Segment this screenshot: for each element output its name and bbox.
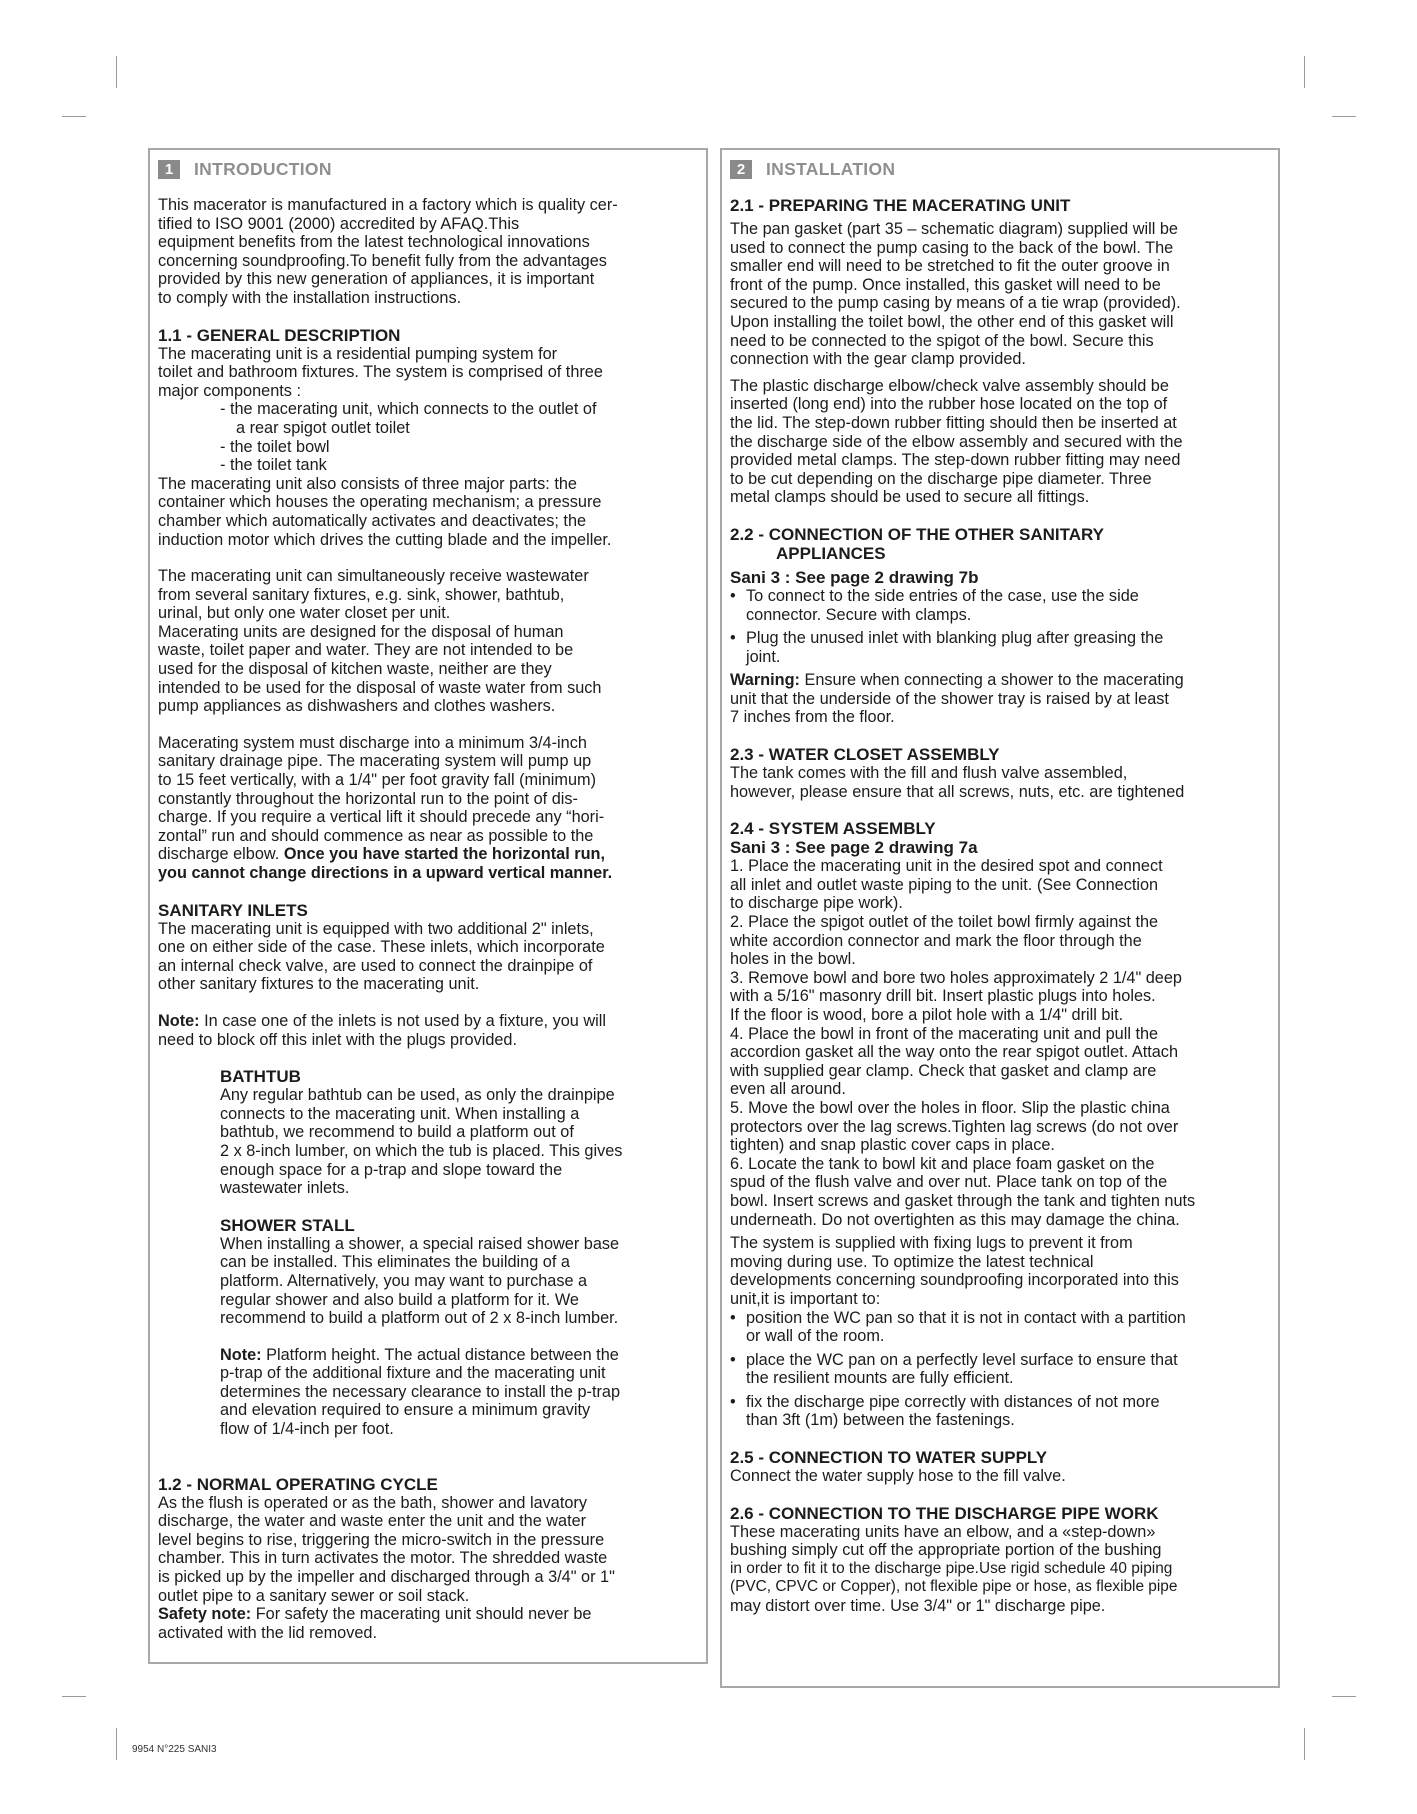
text-line: connection with the gear clamp provided.: [730, 350, 1026, 369]
text-line: The macerating unit can simultaneously receive wastewater: [158, 567, 589, 586]
text-line: major components :: [158, 381, 301, 400]
section-title: INSTALLATION: [766, 158, 896, 179]
bullet-item: • place the WC pan on a perfectly level surface to ensure that the resilient mounts are fully efficient.: [730, 1350, 1178, 1388]
text-line: bushing simply cut off the appropriate portion of the bushing: [730, 1541, 1162, 1560]
text-line: 4. Place the bowl in front of the macerating unit and pull the: [730, 1024, 1159, 1043]
text-line: smaller end will need to be stretched to fit the outer groove in: [730, 257, 1170, 276]
text-line: Warning: Ensure when connecting a shower to the macerating: [730, 671, 1184, 690]
text-line: The pan gasket (part 35 – schematic diagram) supplied will be: [730, 220, 1178, 238]
text-line: or wall of the room.: [746, 1327, 885, 1346]
text-line: provided metal clamps. The step-down rubber fitting may need: [730, 451, 1181, 470]
text-line: chamber which automatically activates and deactivates; the: [158, 511, 587, 530]
text-line: moving during use. To optimize the latest technical: [730, 1252, 1094, 1271]
text-line: the discharge side of the elbow assembly and secured with the: [730, 432, 1183, 451]
text-line: Macerating units are designed for the disposal of human: [158, 622, 564, 641]
text-line: fix the discharge pipe correctly with distances of not more: [746, 1392, 1160, 1411]
text-line: intended to be used for the disposal of waste water from such: [158, 678, 602, 697]
bathtub-subsection: [158, 1067, 698, 1439]
text-line: Any regular bathtub can be used, as only the drainpipe: [220, 1086, 615, 1105]
text-line: unit,it is important to:: [730, 1289, 881, 1308]
text-line: activated with the lid removed.: [158, 1623, 378, 1642]
text-line: regular shower and also build a platform for it. We: [220, 1290, 579, 1309]
text-line: (PVC, CPVC or Copper), not flexible pipe or hose, as flexible pipe: [730, 1578, 1178, 1596]
footer-code: 9954 N°225 SANI3: [132, 1744, 217, 1755]
text-line: 2 x 8-inch lumber, on which the tub is placed. This gives: [220, 1141, 623, 1160]
text-line: even all around.: [730, 1080, 846, 1099]
text-line: and elevation required to ensure a minimum gravity: [220, 1401, 591, 1420]
text-line: The macerating unit is a residential pumping system for: [158, 344, 558, 363]
text-line: bathtub, we recommend to build a platform out of: [220, 1123, 574, 1142]
text-line: urinal, but only one water closet per unit.: [158, 604, 451, 623]
text-line: As the flush is operated or as the bath, shower and lavatory: [158, 1493, 587, 1512]
text-line: Safety note: For safety the macerating unit should never be: [158, 1605, 592, 1624]
text-line: developments concerning soundproofing incorporated into this: [730, 1271, 1179, 1290]
text-line: Macerating system must discharge into a minimum 3/4-inch: [158, 733, 587, 752]
text-line: place the WC pan on a perfectly level surface to ensure that: [746, 1350, 1178, 1369]
crop-mark: [1332, 1696, 1356, 1697]
text-line: need to block off this inlet with the plugs provided.: [158, 1030, 518, 1049]
text-line: The tank comes with the fill and flush valve assembled,: [730, 764, 1128, 783]
text-line: may distort over time. Use 3/4" or 1" discharge pipe.: [730, 1597, 1106, 1616]
text-line: charge. If you require a vertical lift it should precede any “hori-: [158, 808, 605, 827]
text-line: 1. Place the macerating unit in the desired spot and connect: [730, 857, 1163, 876]
crop-mark: [1304, 56, 1305, 88]
text-line: Connect the water supply hose to the fill valve.: [730, 1467, 1066, 1486]
text-line: BATHTUB: [220, 1067, 301, 1087]
text-line: 5. Move the bowl over the holes in floor. Slip the plastic china: [730, 1098, 1170, 1117]
heading-sanitary-inlets: SANITARY INLETS: [158, 900, 308, 920]
text-line: wastewater inlets.: [220, 1179, 350, 1198]
heading-other-appliances: 2.2 - CONNECTION OF THE OTHER SANITARY: [730, 524, 1105, 544]
text-line: underneath. Do not overtighten as this may damage the china.: [730, 1210, 1180, 1229]
intro-text: [158, 196, 698, 1642]
text-line: one on either side of the case. These inlets, which incorporate: [158, 938, 605, 957]
crop-mark: [62, 1696, 86, 1697]
text-line: APPLIANCES: [776, 543, 886, 563]
text-line: chamber. This in turn activates the motor. The shredded waste: [158, 1549, 608, 1568]
text-line: This macerator is manufactured in a factory which is quality cer-: [158, 196, 618, 214]
bullet-item: • position the WC pan so that it is not in contact with a partition or wall of the room.: [730, 1308, 1186, 1346]
text-line: to comply with the installation instructions.: [158, 288, 462, 307]
text-line: the resilient mounts are fully efficient.: [746, 1369, 1014, 1388]
section-header-introduction: [158, 158, 698, 180]
text-line: with supplied gear clamp. Check that gasket and clamp are: [730, 1061, 1157, 1080]
text-line: connects to the macerating unit. When installing a: [220, 1104, 580, 1123]
text-line: toilet and bathroom fixtures. The system is comprised of three: [158, 363, 603, 382]
text-line: outlet pipe to a sanitary sewer or soil stack.: [158, 1586, 470, 1605]
installation-text: [730, 196, 1270, 1616]
text-line: front of the pump. Once installed, this gasket will need to be: [730, 275, 1161, 294]
text-line: If the floor is wood, bore a pilot hole with a 1/4" drill bit.: [730, 1006, 1124, 1024]
text-line: provided by this new generation of appliances, it is important: [158, 270, 595, 289]
bullet-item: • Plug the unused inlet with blanking plug after greasing the joint.: [730, 629, 1164, 666]
crop-mark: [1304, 1728, 1305, 1760]
text-line: used for the disposal of kitchen waste, neither are they: [158, 660, 552, 679]
text-line: metal clamps should be used to secure all fittings.: [730, 488, 1090, 507]
text-line: joint.: [746, 647, 781, 666]
text-line: pump appliances as dishwashers and clothes washers.: [158, 697, 556, 716]
text-line: 3. Remove bowl and bore two holes approximately 2 1/4" deep: [730, 968, 1182, 987]
text-line: sanitary drainage pipe. The macerating system will pump up: [158, 752, 592, 771]
text-line: 2. Place the spigot outlet of the toilet bowl firmly against the: [730, 913, 1159, 932]
text-line: spud of the flush valve and over nut. Place tank on top of the: [730, 1173, 1168, 1192]
text-line: These macerating units have an elbow, and a «step-down»: [730, 1522, 1156, 1541]
crop-mark: [1332, 116, 1356, 117]
section-number: 2: [730, 160, 752, 179]
text-line: 6. Locate the tank to bowl kit and place foam gasket on the: [730, 1154, 1155, 1173]
installation-column: [720, 148, 1280, 1688]
text-line: tighten) and snap plastic cover caps in place.: [730, 1136, 1055, 1155]
text-line: recommend to build a platform out of 2 x 8-inch lumber.: [220, 1309, 619, 1328]
text-line: The macerating unit also consists of three major parts: the: [158, 474, 577, 493]
section-number: 1: [158, 160, 180, 179]
crop-mark: [62, 116, 86, 117]
text-line: bowl. Insert screws and gasket through the tank and tighten nuts: [730, 1191, 1196, 1210]
bullet-item: • fix the discharge pipe correctly with distances of not more than 3ft (1m) between the fastenings.: [730, 1392, 1160, 1430]
text-line: The system is supplied with fixing lugs to prevent it from: [730, 1234, 1133, 1253]
text-line: holes in the bowl.: [730, 950, 856, 969]
text-line: Sani 3 : See page 2 drawing 7b: [730, 567, 979, 587]
text-line: level begins to rise, triggering the micro-switch in the pressure: [158, 1530, 605, 1549]
text-line: accordion gasket all the way onto the rear spigot outlet. Attach: [730, 1043, 1179, 1062]
heading-preparing: 2.1 - PREPARING THE MACERATING UNIT: [730, 196, 1071, 215]
text-line: can be installed. This eliminates the building of a: [220, 1253, 570, 1272]
introduction-column: [148, 148, 708, 1664]
text-line: zontal” run and should commence as near as possible to the: [158, 826, 594, 845]
text-line: connector. Secure with clamps.: [746, 605, 972, 624]
heading-water-supply: 2.5 - CONNECTION TO WATER SUPPLY: [730, 1448, 1048, 1468]
text-line: constantly throughout the horizontal run to the point of dis-: [158, 789, 578, 808]
text-line: to discharge pipe work).: [730, 894, 903, 913]
text-line: To connect to the side entries of the case, use the side: [746, 586, 1139, 605]
text-line: than 3ft (1m) between the fastenings.: [746, 1411, 1015, 1430]
text-line: is picked up by the impeller and discharged through a 3/4" or 1": [158, 1568, 615, 1587]
text-line: equipment benefits from the latest technological innovations: [158, 233, 590, 252]
text-line: Sani 3 : See page 2 drawing 7a: [730, 838, 978, 858]
text-line: flow of 1/4-inch per foot.: [220, 1420, 394, 1439]
text-line: need to be connected to the spigot of the bowl. Secure this: [730, 331, 1154, 350]
section-title: INTRODUCTION: [194, 158, 332, 179]
text-line: determines the necessary clearance to install the p-trap: [220, 1382, 621, 1401]
text-line: unit that the underside of the shower tray is raised by at least: [730, 689, 1169, 708]
text-line: platform. Alternatively, you may want to purchase a: [220, 1271, 588, 1290]
text-line: - the toilet bowl: [220, 437, 330, 456]
crop-mark: [116, 1728, 117, 1760]
heading-general-description: 1.1 - GENERAL DESCRIPTION: [158, 325, 401, 345]
text-line: an internal check valve, are used to connect the drainpipe of: [158, 956, 593, 975]
text-line: induction motor which drives the cutting blade and the impeller.: [158, 530, 612, 549]
text-line: waste, toilet paper and water. They are not intended to be: [158, 641, 574, 660]
text-line: Note: In case one of the inlets is not used by a fixture, you will: [158, 1011, 606, 1030]
text-line: to be cut depending on the discharge pipe diameter. Three: [730, 469, 1152, 488]
text-line: from several sanitary fixtures, e.g. sink, shower, bathtub,: [158, 585, 565, 604]
text-line: p-trap of the additional fixture and the macerating unit: [220, 1364, 606, 1383]
text-line: container which houses the operating mechanism; a pressure: [158, 493, 602, 512]
heading-system-assembly: 2.4 - SYSTEM ASSEMBLY: [730, 819, 936, 839]
bullet-item: • To connect to the side entries of the case, use the side connector. Secure with clamps.: [730, 586, 1139, 624]
text-line: - the toilet tank: [220, 456, 327, 475]
text-line: with a 5/16" masonry drill bit. Insert plastic plugs into holes.: [730, 987, 1156, 1006]
text-line: secured to the pump casing by means of a tie wrap (provided).: [730, 294, 1181, 313]
heading-shower-stall: SHOWER STALL: [220, 1215, 355, 1235]
text-line: discharge, the water and waste enter the unit and the water: [158, 1512, 587, 1531]
text-line: white accordion connector and mark the floor through the: [730, 931, 1142, 950]
text-line: enough space for a p-trap and slope toward the: [220, 1160, 563, 1179]
text-line: however, please ensure that all screws, nuts, etc. are tightened: [730, 782, 1185, 801]
text-line: - the macerating unit, which connects to the outlet of: [220, 400, 597, 419]
text-line: Upon installing the toilet bowl, the other end of this gasket will: [730, 312, 1174, 331]
heading-operating-cycle: 1.2 - NORMAL OPERATING CYCLE: [158, 1474, 438, 1494]
text-line: used to connect the pump casing to the back of the bowl. The: [730, 238, 1174, 257]
text-line: to 15 feet vertically, with a 1/4" per foot gravity fall (minimum): [158, 771, 596, 790]
text-line: a rear spigot outlet toilet: [236, 418, 410, 437]
text-line: in order to fit it to the discharge pipe.Use rigid schedule 40 piping: [730, 1559, 1173, 1577]
text-line: discharge elbow. Once you have started the horizontal run,: [158, 845, 605, 864]
text-line: position the WC pan so that it is not in contact with a partition: [746, 1308, 1186, 1327]
text-line: all inlet and outlet waste piping to the unit. (See Connection: [730, 875, 1159, 894]
crop-mark: [116, 56, 117, 88]
text-line: The macerating unit is equipped with two additional 2" inlets,: [158, 919, 594, 938]
text-line: concerning soundproofing.To benefit fully from the advantages: [158, 251, 607, 270]
text-line: Plug the unused inlet with blanking plug after greasing the: [746, 629, 1164, 648]
text-line: inserted (long end) into the rubber hose located on the top of: [730, 395, 1168, 414]
text-line: protectors over the lag screws.Tighten lag screws (do not over: [730, 1117, 1179, 1136]
text-line: you cannot change directions in a upward vertical manner.: [158, 864, 613, 882]
text-line: tified to ISO 9001 (2000) accredited by AFAQ.This: [158, 214, 520, 233]
text-line: other sanitary fixtures to the macerating unit.: [158, 975, 480, 994]
text-line: 7 inches from the floor.: [730, 708, 895, 727]
heading-water-closet: 2.3 - WATER CLOSET ASSEMBLY: [730, 745, 1000, 765]
text-line: the lid. The step-down rubber fitting should then be inserted at: [730, 413, 1177, 432]
heading-discharge-pipe: 2.6 - CONNECTION TO THE DISCHARGE PIPE WORK: [730, 1503, 1159, 1523]
text-line: When installing a shower, a special raised shower base: [220, 1234, 620, 1253]
section-header-installation: [730, 158, 1270, 180]
text-line: The plastic discharge elbow/check valve assembly should be: [730, 376, 1169, 395]
text-line: Note: Platform height. The actual distance between the: [220, 1345, 619, 1364]
